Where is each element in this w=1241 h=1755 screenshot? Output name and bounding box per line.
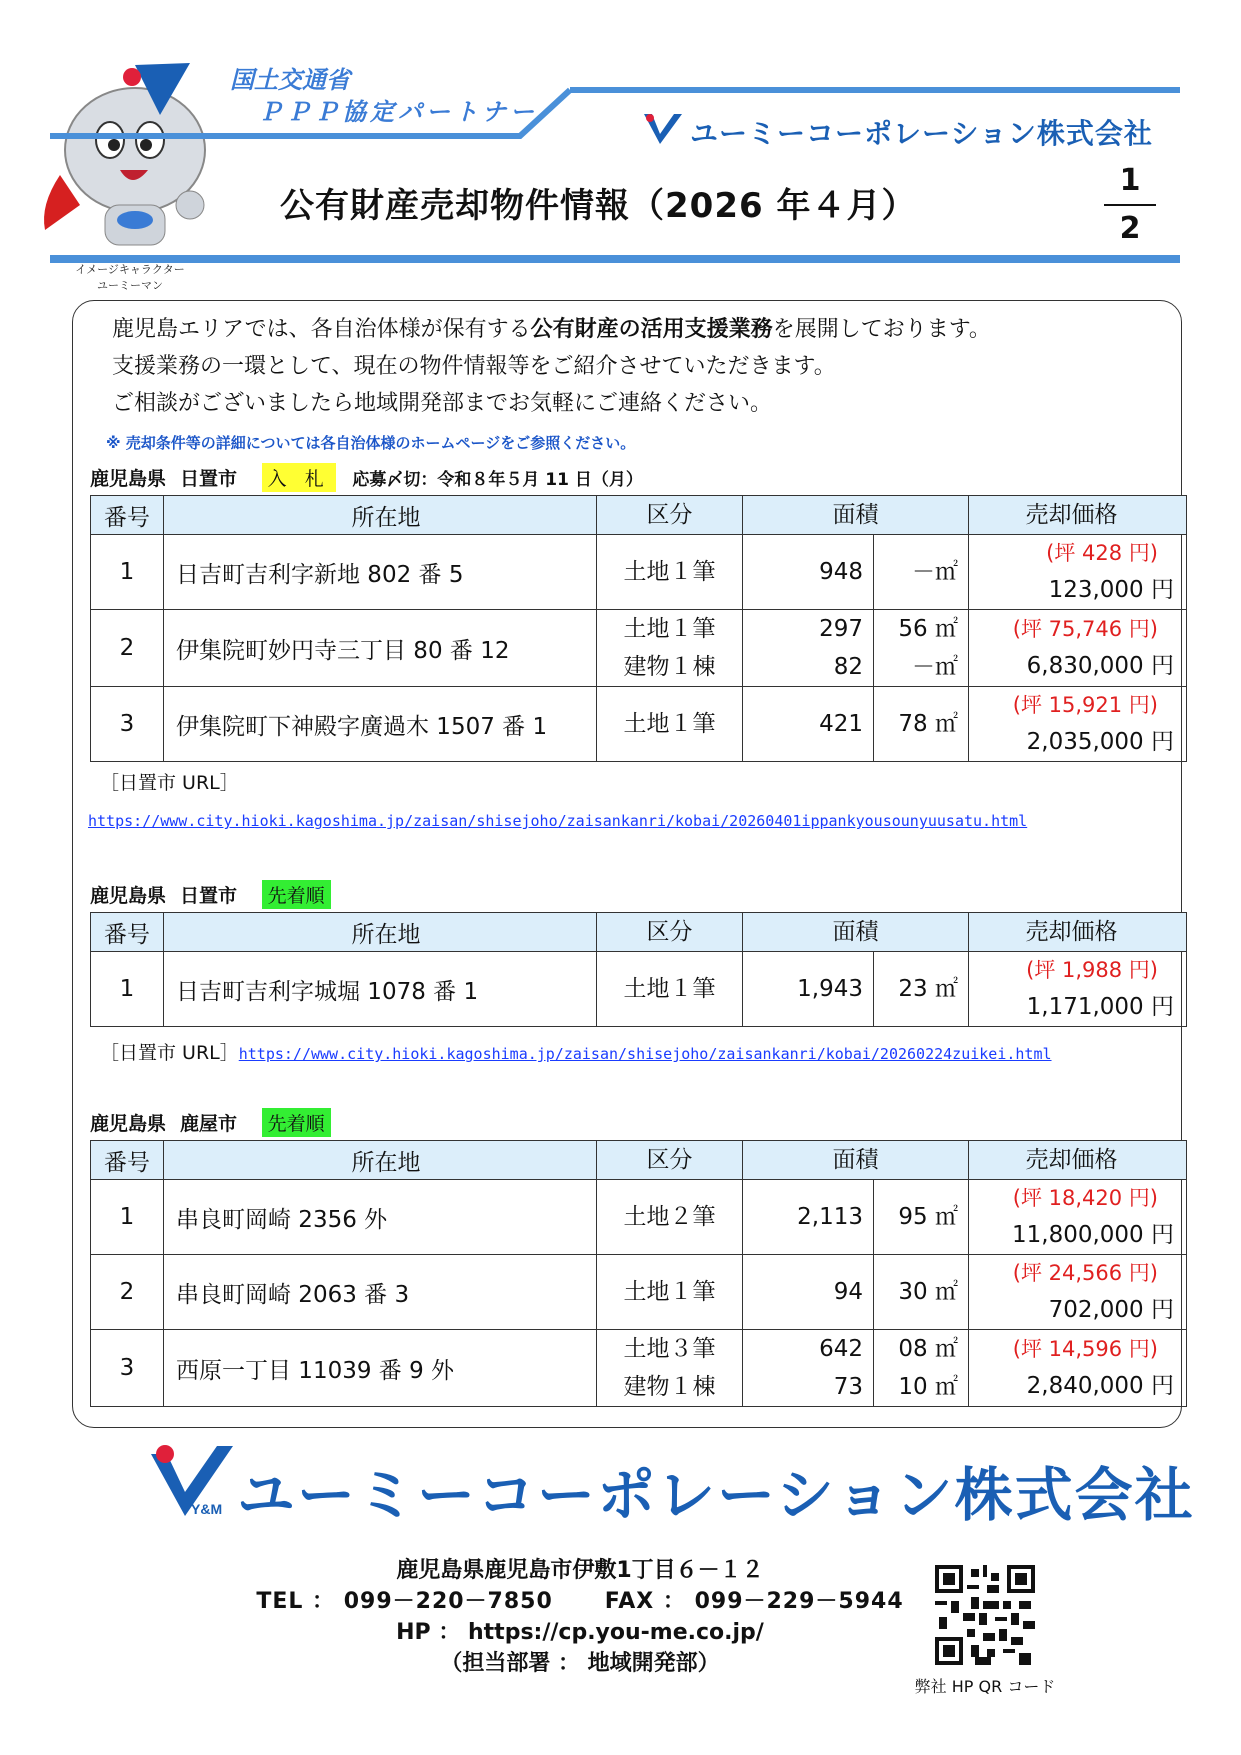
row-total-price: 11,800,000 円: [1012, 1222, 1174, 1248]
section-2-table: [90, 912, 1187, 1027]
section-3-title: 鹿児島県 鹿屋市 先着順: [90, 1108, 331, 1137]
row-price: [969, 952, 1187, 1027]
table-row: [91, 610, 1187, 687]
section-2-url-label: ［日置市 URL］: [100, 1042, 239, 1064]
row-price: [969, 1255, 1187, 1330]
footer-company-name: ユーミーコーポレーション株式会社: [237, 1461, 1195, 1529]
row-class: 土地３筆 建物１棟: [597, 1330, 743, 1407]
character-caption-line1: イメージキャラクター: [75, 263, 185, 276]
header-no: 番号: [91, 913, 164, 952]
qr-caption: 弊社 HP QR コード: [914, 1677, 1056, 1696]
character-caption-line2: ユーミーマン: [97, 279, 163, 292]
character-caption: [55, 262, 205, 294]
footer-hp-link[interactable]: HP ： https://cp.you-me.co.jp/: [396, 1620, 764, 1645]
row-no: 3: [91, 687, 164, 762]
intro-line1: 鹿児島エリアでは、各自治体様が保有する公有財産の活用支援業務を展開しております。: [112, 317, 991, 342]
section-3-table: [90, 1140, 1187, 1407]
table-header-row: [91, 913, 1187, 952]
row-unit-price: (坪 18,420 円): [1012, 1186, 1158, 1210]
section-1-title: 鹿児島県 日置市 入 札 応募〆切：令和８年５月 11 日（月）: [90, 463, 643, 492]
page-total: 2: [1119, 211, 1141, 246]
row-total-price: 702,000 円: [1048, 1297, 1174, 1323]
table-row: [91, 1255, 1187, 1330]
row-location: 日吉町吉利字新地 802 番 5: [164, 535, 597, 610]
row-no: 3: [91, 1330, 164, 1407]
table-row: [91, 1180, 1187, 1255]
row-area-int: 2,113: [743, 1180, 874, 1255]
row-price: [969, 1330, 1187, 1407]
intro-text: [112, 311, 991, 422]
row-unit-price: (坪 24,566 円): [1012, 1261, 1158, 1285]
title-underline: [50, 255, 1180, 263]
section-1-url-link[interactable]: https://www.city.hioki.kagoshima.jp/zaisan/shisejoho/zaisankanri/kobai/20260401ippankyousounyuusatu.html: [88, 812, 1028, 830]
table-row: [91, 687, 1187, 762]
row-class: 土地１筆: [597, 1255, 743, 1330]
section-3-type-tag: 先着順: [262, 1108, 331, 1137]
row-price: [969, 1180, 1187, 1255]
row-class: 土地２筆: [597, 1180, 743, 1255]
row-area-dec: 08 ㎡ 10 ㎡: [874, 1330, 969, 1407]
row-area-int: 94: [743, 1255, 874, 1330]
section-2-title: 鹿児島県 日置市 先着順: [90, 880, 331, 909]
svg-text:Y&M: Y&M: [191, 1501, 223, 1517]
row-unit-price: (坪 15,921 円): [1012, 693, 1158, 717]
row-area-dec: 95 ㎡: [874, 1180, 969, 1255]
footer-company-logo: [145, 1440, 1195, 1530]
table-row: [91, 1330, 1187, 1407]
table-header-row: [91, 1141, 1187, 1180]
row-area-int: 421: [743, 687, 874, 762]
row-unit-price: (坪 1,988 円): [1026, 958, 1158, 982]
row-location: 串良町岡崎 2063 番 3: [164, 1255, 597, 1330]
section-1-table: [90, 495, 1187, 762]
row-unit-price: (坪 14,596 円): [1012, 1337, 1158, 1361]
intro-line3: ご相談がございましたら地域開発部までお気軽にご連絡ください。: [112, 391, 773, 416]
partner-line1: 国土交通省: [230, 66, 350, 94]
row-total-price: 2,840,000 円: [1026, 1373, 1174, 1399]
page-number: [1100, 158, 1160, 252]
row-area-dec: －㎡: [874, 535, 969, 610]
footer-tel: TEL ： 099－220－7850: [256, 1589, 553, 1614]
header-area: 面積: [743, 1141, 969, 1180]
row-class: 土地１筆: [597, 535, 743, 610]
company-logo-mark-icon: [145, 1440, 237, 1520]
header-class: 区分: [597, 913, 743, 952]
row-area-dec: 23 ㎡: [874, 952, 969, 1027]
row-total-price: 6,830,000 円: [1026, 653, 1174, 679]
row-location: 串良町岡崎 2356 外: [164, 1180, 597, 1255]
row-area-dec: 78 ㎡: [874, 687, 969, 762]
row-location: 伊集院町妙円寺三丁目 80 番 12: [164, 610, 597, 687]
row-no: 1: [91, 535, 164, 610]
row-unit-price: (坪 428 円): [1046, 541, 1158, 565]
row-area-int: 297 82: [743, 610, 874, 687]
table-row: [91, 535, 1187, 610]
row-total-price: 2,035,000 円: [1026, 729, 1174, 755]
header-class: 区分: [597, 1141, 743, 1180]
section-1-deadline: 応募〆切：令和８年５月 11 日（月）: [352, 470, 643, 490]
qr-code-icon: [935, 1565, 1035, 1665]
header-area: 面積: [743, 913, 969, 952]
row-area-dec: 30 ㎡: [874, 1255, 969, 1330]
footer-address: 鹿児島県鹿児島市伊敷1丁目６－１２: [396, 1558, 764, 1583]
section-1-url-label: ［日置市 URL］: [100, 772, 239, 794]
row-area-dec: 56 ㎡ －㎡: [874, 610, 969, 687]
row-location: 伊集院町下神殿字廣過木 1507 番 1: [164, 687, 597, 762]
row-class: 土地１筆: [597, 952, 743, 1027]
table-row: [91, 952, 1187, 1027]
footer-department: （担当部署 ： 地域開発部）: [440, 1651, 720, 1676]
page-current: 1: [1119, 163, 1141, 198]
row-price: [969, 687, 1187, 762]
header-company-name: ユーミーコーポレーション株式会社: [690, 117, 1153, 150]
row-price: [969, 610, 1187, 687]
intro-line2: 支援業務の一環として、現在の物件情報等をご紹介させていただきます。: [112, 354, 836, 379]
row-total-price: 123,000 円: [1048, 577, 1174, 603]
section-1-type-tag: 入 札: [262, 463, 336, 492]
row-area-int: 1,943: [743, 952, 874, 1027]
header-price: 売却価格: [969, 1141, 1187, 1180]
row-location: 西原一丁目 11039 番 9 外: [164, 1330, 597, 1407]
row-location: 日吉町吉利字城堀 1078 番 1: [164, 952, 597, 1027]
header-class: 区分: [597, 496, 743, 535]
row-price: [969, 535, 1187, 610]
section-2-url-link[interactable]: https://www.city.hioki.kagoshima.jp/zaisan/shisejoho/zaisankanri/kobai/20260224zuikei.html: [238, 1045, 1052, 1063]
row-no: 2: [91, 1255, 164, 1330]
header-no: 番号: [91, 496, 164, 535]
table-header-row: [91, 496, 1187, 535]
header-no: 番号: [91, 1141, 164, 1180]
row-no: 1: [91, 952, 164, 1027]
row-area-int: 642 73: [743, 1330, 874, 1407]
section-2-type-tag: 先着順: [262, 880, 331, 909]
intro-note: ※ 売却条件等の詳細については各自治体様のホームページをご参照ください。: [106, 434, 636, 452]
header-location: 所在地: [164, 913, 597, 952]
header-location: 所在地: [164, 496, 597, 535]
row-no: 1: [91, 1180, 164, 1255]
header-price: 売却価格: [969, 496, 1187, 535]
footer-contact: [240, 1555, 920, 1679]
header-location: 所在地: [164, 1141, 597, 1180]
row-no: 2: [91, 610, 164, 687]
footer-phone-fax: [240, 1586, 920, 1617]
row-class: 土地１筆: [597, 687, 743, 762]
row-total-price: 1,171,000 円: [1026, 994, 1174, 1020]
header-area: 面積: [743, 496, 969, 535]
partner-line2: ＰＰＰ協定パートナー: [258, 98, 538, 126]
row-unit-price: (坪 75,746 円): [1012, 617, 1158, 641]
header-price: 売却価格: [969, 913, 1187, 952]
header-company-logo: [640, 112, 1180, 150]
row-class: 土地１筆 建物１棟: [597, 610, 743, 687]
page-title: 公有財産売却物件情報（2026 年４月）: [280, 186, 917, 226]
section-2-url: [100, 1038, 1052, 1065]
footer-fax: FAX ： 099－229－5944: [604, 1589, 904, 1614]
company-logo-mark-icon: [640, 112, 686, 146]
row-area-int: 948: [743, 535, 874, 610]
